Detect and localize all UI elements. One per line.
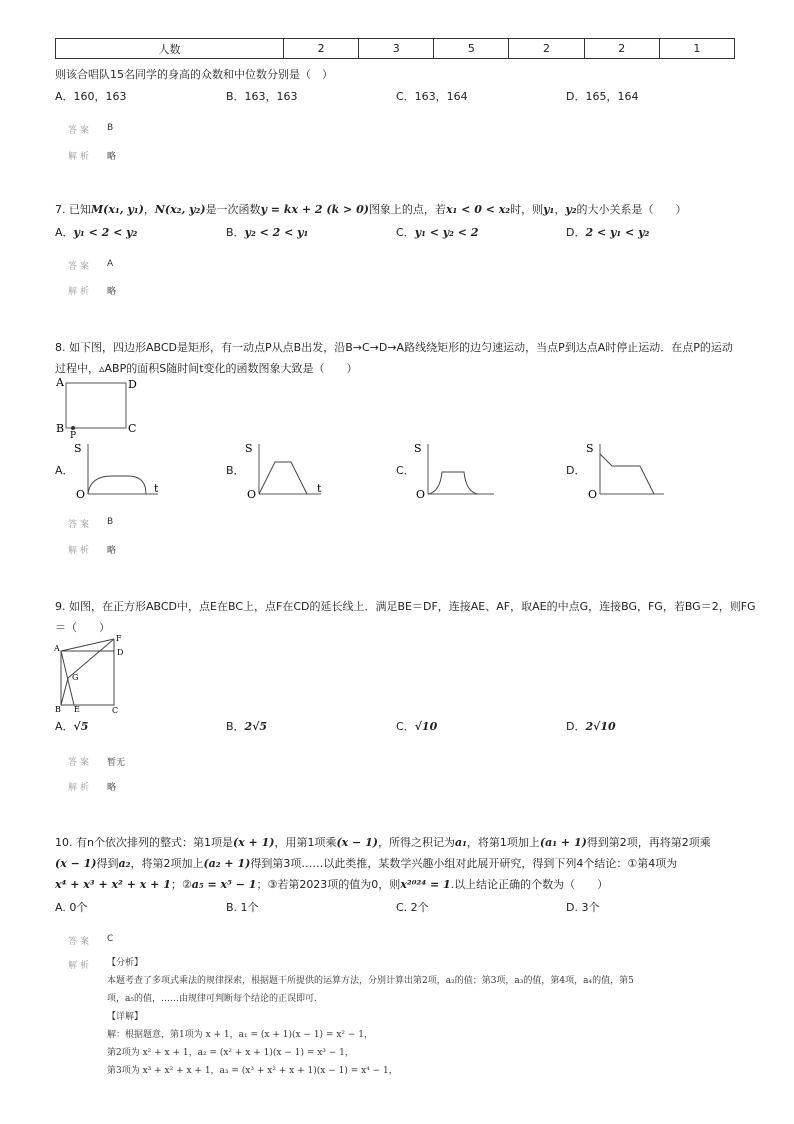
table-cell: 5: [434, 39, 509, 59]
q9-option-b: [226, 718, 267, 734]
math-expr: y₁ < y₂ < 2: [414, 226, 479, 239]
text: ，用第1项乘: [274, 836, 337, 849]
math-expr: a₅ = x⁵ − 1: [191, 878, 257, 891]
math-expr: N(x₂, y₂): [154, 203, 206, 216]
text: 图象上的点，若: [368, 203, 446, 216]
label-d: D: [117, 648, 124, 657]
graph-option-a: [72, 438, 162, 500]
option-letter: B．: [226, 720, 245, 733]
q10-option-c: C. 2个: [396, 901, 429, 914]
math-expr: M(x₁, y₁): [91, 203, 144, 216]
s-label: S: [245, 442, 253, 455]
analysis-line: 【分析】: [107, 958, 144, 968]
analysis-line: 解：根据题意，第1项为 x + 1，a₁ = (x + 1)(x − 1) = x² − 1，: [107, 1030, 373, 1040]
origin-label: O: [76, 488, 86, 500]
segment-af: [61, 639, 114, 651]
label-p: P: [70, 431, 77, 438]
q10-stem-line2: [55, 855, 677, 871]
q9-option-a: [55, 718, 88, 734]
text: 7. 已知: [55, 203, 91, 216]
analysis-label: 解析: [68, 152, 93, 162]
q6-option-b: B．163，163: [226, 90, 298, 103]
math-expr: √5: [73, 720, 89, 733]
graph-option-b: [243, 438, 333, 500]
q9-option-c: [396, 718, 437, 734]
label-e: E: [74, 705, 80, 713]
math-expr: (x − 1): [336, 836, 378, 849]
analysis-line: 本题考查了多项式乘法的规律探索，根据题干所提供的运算方法，分别计算出第2项，a₂的值；第3项，a₃的值，第4项，a₄的值，第5: [107, 976, 634, 986]
table-cell: 2: [509, 39, 584, 59]
option-letter: D．: [566, 720, 586, 733]
graph-option-d: [584, 438, 668, 500]
answer-label: 答案: [68, 758, 93, 768]
text: 10. 有n个依次排列的整式：第1项是: [55, 836, 233, 849]
square-abcd: [61, 651, 114, 705]
math-expr: y = kx + 2 (k > 0): [260, 203, 369, 216]
curve-b: [259, 462, 307, 494]
q8-option-b: B．: [226, 464, 245, 477]
option-letter: A．: [55, 226, 74, 239]
origin-label: O: [588, 488, 598, 500]
text: ，: [554, 203, 566, 216]
analysis-label: 解析: [68, 546, 93, 556]
q8-stem-line2: 过程中，▵ABP的面积S随时间t变化的函数图象大致是（ ）: [55, 362, 358, 375]
q10-option-d: D. 3个: [566, 901, 600, 914]
answer-label: 答案: [68, 520, 93, 530]
text: ；②: [170, 878, 192, 891]
math-expr: y₂: [565, 203, 577, 216]
origin-label: O: [247, 488, 257, 500]
text: 得到: [96, 857, 119, 870]
q6-option-d: D．165，164: [566, 90, 639, 103]
frequency-table: [55, 38, 735, 59]
answer-label: 答案: [68, 126, 93, 136]
math-expr: (x + 1): [232, 836, 275, 849]
analysis-label: 解析: [68, 783, 93, 793]
math-expr: a₁: [454, 836, 467, 849]
math-expr: 2√5: [244, 720, 268, 733]
answer-value: B: [107, 517, 114, 527]
text: 是一次函数: [205, 203, 261, 216]
analysis-label: 解析: [68, 287, 93, 297]
q7-option-d: [566, 224, 649, 240]
q10-stem-line1: [55, 834, 711, 850]
math-expr: y₁: [543, 203, 555, 216]
text: ，: [143, 203, 155, 216]
math-expr: (a₂ + 1): [203, 857, 251, 870]
q10-stem-line3: [55, 876, 608, 892]
label-b: B: [55, 705, 61, 713]
text: ，所得之积记为: [377, 836, 455, 849]
rectangle-abcd: [66, 383, 126, 428]
q8-stem-line1: 8. 如下图，四边形ABCD是矩形，有一动点P从点B出发，沿B→C→D→A路线绕矩形的边匀速运动，当点P到达点A时停止运动．在点P的运动: [55, 341, 733, 354]
analysis-line: 项，a₅的值，……由规律可判断每个结论的正误即可.: [107, 994, 317, 1004]
q7-option-c: [396, 224, 479, 240]
option-letter: D．: [566, 226, 586, 239]
origin-label: O: [416, 488, 426, 500]
answer-value: 暂无: [107, 758, 126, 768]
s-label: S: [74, 442, 82, 455]
segment-bg: [61, 678, 68, 705]
q7-stem: [55, 201, 687, 217]
s-label: S: [586, 442, 594, 455]
t-label: t: [154, 482, 159, 495]
analysis-value: 略: [107, 152, 117, 162]
q7-option-a: [55, 224, 137, 240]
q9-stem-line2: ＝（ ）: [55, 621, 110, 634]
math-expr: x₁ < 0 < x₂: [445, 203, 511, 216]
option-letter: A．: [55, 720, 74, 733]
table-header-cell: 人数: [56, 39, 284, 59]
text: ，将第1项加上: [466, 836, 540, 849]
q6-stem: 则该合唱队15名同学的身高的众数和中位数分别是（ ）: [55, 68, 333, 81]
answer-value: B: [107, 123, 114, 133]
label-a: A: [56, 376, 64, 389]
label-a: A: [54, 644, 60, 653]
analysis-line: 【详解】: [107, 1012, 144, 1022]
analysis-line: 第3项为 x³ + x² + x + 1，a₃ = (x³ + x² + x + 1)(x − 1) = x⁴ − 1，: [107, 1066, 398, 1076]
q8-option-c: C．: [396, 464, 415, 477]
s-label: S: [414, 442, 422, 455]
label-b: B: [56, 422, 65, 435]
answer-label: 答案: [68, 937, 93, 947]
math-expr: (x − 1): [55, 857, 97, 870]
label-d: D: [128, 378, 137, 391]
option-letter: C．: [396, 226, 415, 239]
math-expr: 2√10: [585, 720, 616, 733]
text: ，将第2项加上: [130, 857, 204, 870]
q9-stem-line1: 9. 如图，在正方形ABCD中，点E在BC上，点F在CD的延长线上．满足BE＝DF，连接AE、AF，取AE的中点G，连接BG，FG，若BG＝2，则FG: [55, 600, 756, 613]
answer-value: A: [107, 259, 114, 269]
point-p: [71, 426, 75, 430]
text: 得到第2项，再将第2项乘: [586, 836, 711, 849]
label-f: F: [116, 634, 122, 643]
analysis-value: 略: [107, 546, 117, 556]
label-g: G: [72, 673, 79, 682]
text: ；③若第2023项的值为0，则: [256, 878, 401, 891]
math-expr: y₁ < 2 < y₂: [73, 226, 138, 239]
table-cell: 2: [284, 39, 359, 59]
rectangle-figure: [52, 374, 144, 438]
option-letter: B．: [226, 226, 245, 239]
text: .以上结论正确的个数为（ ）: [450, 878, 609, 891]
table-cell: 3: [359, 39, 434, 59]
answer-value: C: [107, 934, 114, 944]
t-label: t: [317, 482, 322, 495]
q7-option-b: [226, 224, 308, 240]
table-row: [56, 39, 735, 59]
q10-option-a: A. 0个: [55, 901, 88, 914]
math-expr: (a₁ + 1): [539, 836, 587, 849]
math-expr: √10: [414, 720, 438, 733]
math-expr: x⁴ + x³ + x² + x + 1: [55, 878, 171, 891]
option-letter: C．: [396, 720, 415, 733]
math-expr: y₂ < 2 < y₁: [244, 226, 309, 239]
analysis-value: 略: [107, 783, 117, 793]
table-cell: 1: [659, 39, 734, 59]
q6-option-c: C．163，164: [396, 90, 468, 103]
text: 的大小关系是（ ）: [576, 203, 687, 216]
table-cell: 2: [584, 39, 659, 59]
math-expr: 2 < y₁ < y₂: [585, 226, 650, 239]
q6-option-a: A．160，163: [55, 90, 127, 103]
label-c: C: [112, 706, 119, 713]
curve-a: [88, 476, 146, 494]
q8-option-a: A．: [55, 464, 74, 477]
text: 时，则: [510, 203, 544, 216]
label-c: C: [128, 422, 137, 435]
q9-option-d: [566, 718, 616, 734]
math-expr: x²⁰²⁴ = 1: [400, 878, 451, 891]
analysis-line: 第2项为 x² + x + 1，a₂ = (x² + x + 1)(x − 1) = x³ − 1，: [107, 1048, 354, 1058]
math-expr: a₂: [118, 857, 131, 870]
analysis-block: [107, 954, 747, 1080]
square-figure: [52, 633, 128, 713]
analysis-label: 解析: [68, 961, 93, 971]
answer-label: 答案: [68, 262, 93, 272]
curve-d: [600, 454, 654, 494]
graph-option-c: [412, 438, 502, 500]
text: 得到第3项……以此类推，某数学兴趣小组对此展开研究，得到下列4个结论：①第4项为: [250, 857, 678, 870]
q10-option-b: B. 1个: [226, 901, 259, 914]
curve-c: [428, 472, 478, 494]
q8-option-d: D．: [566, 464, 586, 477]
analysis-value: 略: [107, 287, 117, 297]
